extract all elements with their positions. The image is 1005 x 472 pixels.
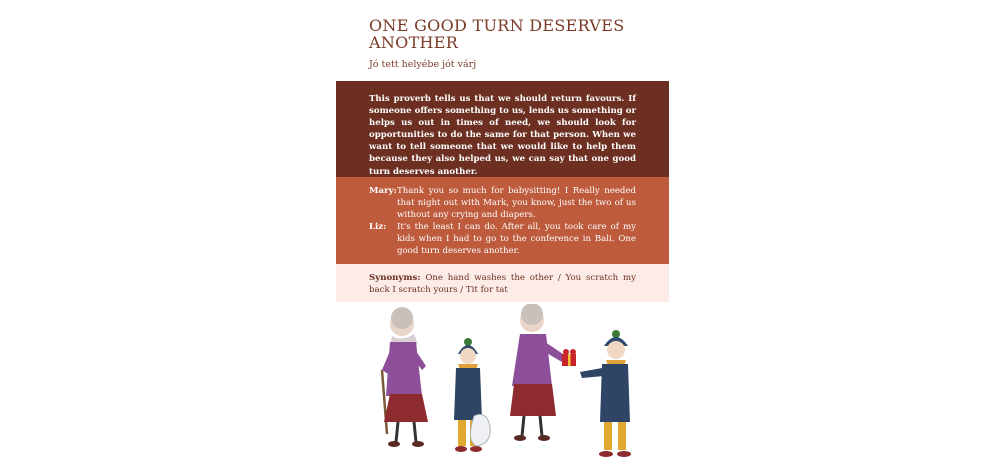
speaker-line: Thank you so much for babysitting! I Really needed that night out with Mark, you know, just the two of us without any crying and diapers. (397, 186, 636, 221)
child-right-figure (580, 330, 631, 457)
synonyms-box (336, 264, 669, 302)
synonyms-label: Synonyms: (369, 273, 421, 283)
grandmother-left-figure (382, 307, 428, 447)
gift-box-figure (562, 349, 576, 366)
speaker-line: It's the least I can do. After all, you took care of my kids when I had to go to the conference in Bali. One good turn deserves another. (397, 222, 636, 257)
page-title: ONE GOOD TURN DESERVES ANOTHER (369, 16, 625, 52)
explanation-text: This proverb tells us that we should return favours. If someone offers something to us, lends us something or helps us out in times of need, we should look for opportunities to do the same for that person. When we want to tell someone that we would like to help them because they also helped us, we can say that one good turn deserves another. (369, 94, 636, 177)
subtitle-translation: Jó tett helyébe jót várj (369, 59, 477, 70)
explanation-box (336, 81, 669, 177)
grandmother-right-figure (510, 304, 566, 441)
speaker-name: Liz: (369, 222, 387, 232)
dialogue-box (336, 177, 669, 264)
speaker-name: Mary: (369, 186, 397, 196)
synonyms-list: One hand washes the other / You scratch my back I scratch yours / Tit for tat (369, 273, 636, 296)
synonyms-text (369, 272, 636, 296)
grandmothers-and-children-icon (370, 304, 640, 470)
child-left-figure (454, 338, 490, 452)
